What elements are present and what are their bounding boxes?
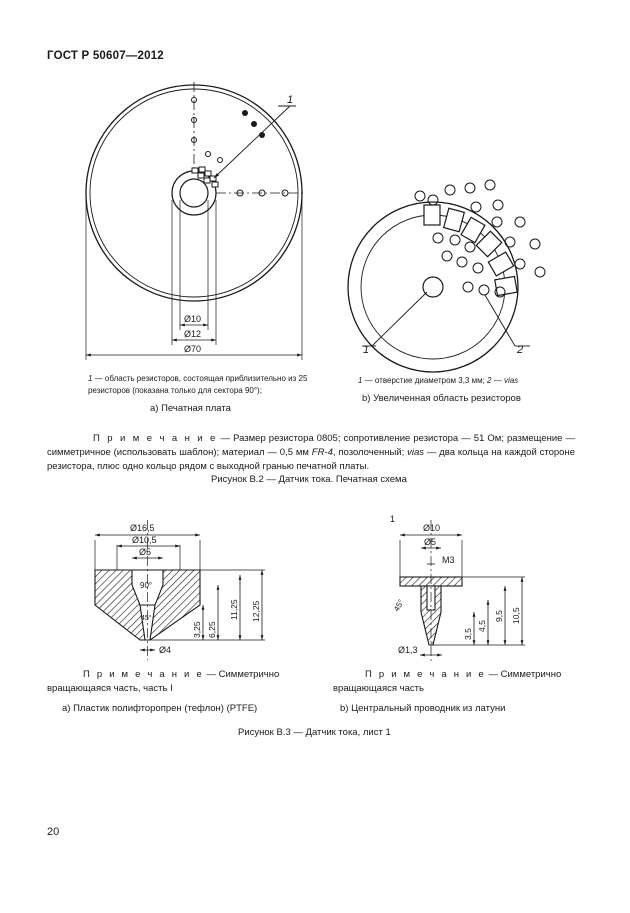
dim-11-25: 11,25 [229,599,239,620]
dim-3-25: 3,25 [192,621,202,638]
dim-16-5: Ø16,5 [130,523,155,533]
thread-m3: M3 [442,555,455,565]
dim-b-3-5: 3,5 [463,628,473,640]
ptfe-caption: a) Пластик полифторопрен (тефлон) (PTFE) [62,703,258,714]
ptfe-note [47,668,297,696]
figure-b2-note [47,432,575,474]
pcb-legend [88,373,308,397]
enlarged-outer-circle [348,202,518,372]
note-label: П р и м е ч а н и е [93,433,218,444]
dim-4: Ø4 [159,645,172,655]
dim-b-1-3: Ø1,3 [398,645,418,655]
dim-b-10: Ø10 [423,523,441,533]
dim-10: Ø10 [184,314,202,324]
pcb-callout-1: 1 [287,94,294,106]
note-text-3: — два кольца на каждой стороне резистора, плюс одно кольцо рядом с выходной гранью печатной платы. [47,447,575,472]
ptfe-note-text: — Симметрично вращающаяся часть, часть I [47,669,280,694]
dim-12-25: 12,25 [251,600,261,622]
enlarged-legend-vias: vias [503,376,519,385]
enlarged-callout-2: 2 [517,344,524,356]
note-text-2: , позолоченный; [332,447,408,458]
angle-45: 45° [141,615,152,622]
document-header: ГОСТ Р 50607—2012 [47,50,164,62]
conductor-callout-1: 1 [390,514,396,524]
brass-note [333,668,583,696]
figure-b2-title: Рисунок B.2 — Датчик тока. Печатная схема [211,474,407,485]
pcb-legend-num: 1 [88,374,93,383]
angle-b-45: 45° [391,598,406,613]
figure-b3-title: Рисунок B.3 — Датчик тока, лист 1 [238,727,391,738]
note-text-1: — Размер резистора 0805; сопротивление резистора — 51 Ом; размещение — симметричное (использовать шаблон); материал — 0,5 мм [47,433,576,458]
pcb-caption: a) Печатная плата [150,403,231,414]
enlarged-legend-text-1: — отверстие диаметром 3,3 мм; [362,376,488,385]
angle-90: 90° [140,581,153,590]
note-fr4: FR-4 [311,447,333,458]
dim-b-4-5: 4,5 [477,620,487,632]
brass-caption: b) Центральный проводник из латуни [340,703,506,714]
enlarged-legend [358,375,578,387]
enlarged-callout-1: 1 [363,344,370,356]
dim-12: Ø12 [184,329,202,339]
ptfe-note-label: П р и м е ч а н и е [83,669,204,680]
enlarged-legend-num-2: 2 [487,376,492,385]
dim-5: Ø5 [139,547,152,557]
enlarged-legend-num-1: 1 [358,376,363,385]
dim-b-5: Ø5 [424,537,437,547]
dim-b-9-5: 9,5 [494,610,504,622]
enlarged-caption: b) Увеличенная область резисторов [362,393,521,404]
page-number: 20 [47,826,60,838]
enlarged-center-hole [423,277,443,297]
note-vias: vias [407,447,425,458]
dim-6-25: 6,25 [207,621,217,638]
dim-b-10-5: 10,5 [511,607,521,624]
enlarged-legend-dash: — [491,376,504,385]
dim-10-5: Ø10,5 [132,535,157,545]
brass-note-text: — Симметрично вращающаяся часть [333,669,562,694]
dim-70: Ø70 [184,344,202,354]
pcb-legend-text: — область резисторов, состоящая приблизительно из 25 резисторов (показана только для сектора 90°); [88,374,308,395]
brass-note-label: П р и м е ч а н и е [365,669,486,680]
